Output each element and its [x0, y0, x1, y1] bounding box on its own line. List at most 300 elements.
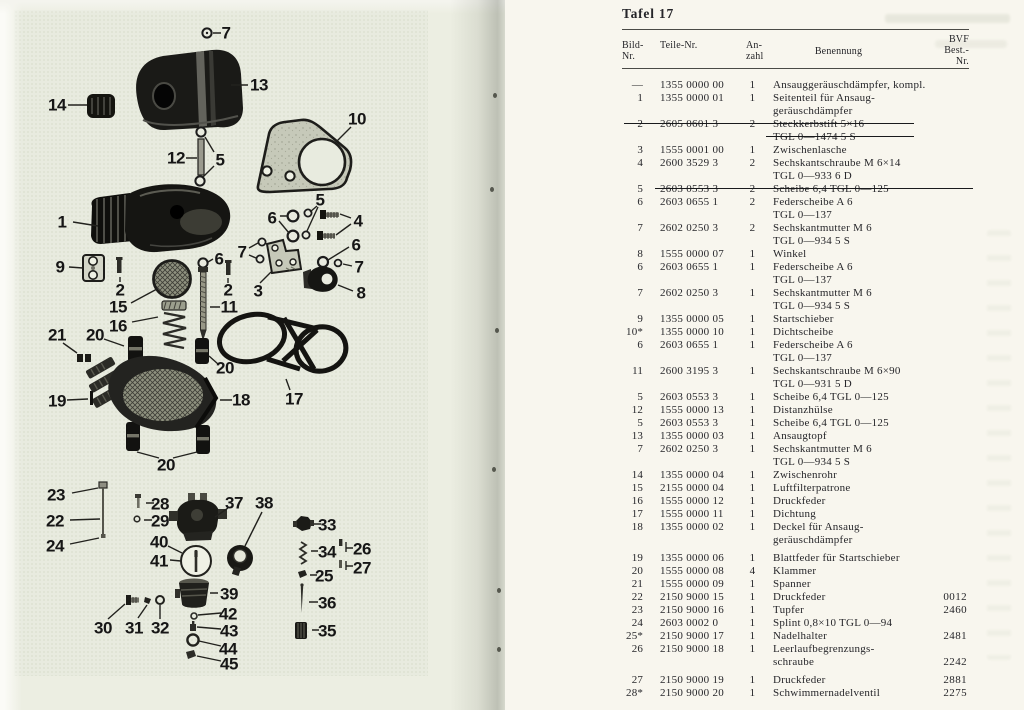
- bild-nr: 2: [637, 118, 643, 130]
- benennung-line: Druckfeder: [773, 495, 826, 507]
- teile-nr: 2602 0250 3: [660, 443, 719, 455]
- part-label: 29: [151, 511, 169, 531]
- benennung: [773, 417, 969, 430]
- cover-18: [85, 356, 216, 431]
- col-header-bvf: BVF Best.- Nr.: [944, 34, 969, 67]
- anzahl: 1: [749, 495, 756, 507]
- benennung-line: schraube: [773, 656, 815, 668]
- teile-nr: 1355 0000 03: [660, 430, 725, 442]
- page-title: Tafel 17: [622, 6, 675, 21]
- table-row: [622, 79, 969, 92]
- pin-27: [339, 560, 342, 568]
- benennung-line: Splint 0,8×10 TGL 0—94: [773, 617, 893, 629]
- strikethrough-line: [766, 136, 914, 137]
- bild-nr: 6: [637, 339, 643, 351]
- col-header-benennung: Benennung: [814, 46, 863, 57]
- bild-nr: 21: [631, 578, 643, 590]
- benennung-line: Klammer: [773, 565, 817, 577]
- benennung-line: geräuschdämpfer: [773, 534, 853, 546]
- benennung-line: Zwischenlasche: [773, 144, 847, 156]
- table-row: [622, 469, 969, 482]
- part-label: 45: [220, 654, 238, 674]
- teile-nr: 1555 0001 00: [660, 144, 725, 156]
- part-label: 9: [55, 257, 65, 277]
- part-label: 2: [115, 280, 125, 300]
- anzahl: 2: [749, 118, 756, 130]
- benennung-line: Leerlaufbegrenzungs-: [773, 643, 875, 655]
- teile-nr: 1355 0000 06: [660, 552, 725, 564]
- plate-3: [267, 240, 301, 273]
- benennung-line: Deckel für Ansaug-: [773, 521, 864, 533]
- right-page: [505, 0, 1024, 710]
- benennung-line: Scheibe 6,4 TGL 0—125: [773, 183, 889, 195]
- table-row: [622, 565, 969, 578]
- table-row: [622, 417, 969, 430]
- benennung-line: Spanner: [773, 578, 811, 590]
- part-label: 27: [353, 558, 371, 578]
- col-header-bild-nr: Bild- Nr.: [622, 40, 644, 62]
- benennung-line: Sechskantschraube M 6×14: [773, 157, 901, 169]
- spring-16: [162, 301, 186, 348]
- anzahl: 1: [749, 687, 756, 699]
- table-row: [622, 674, 969, 687]
- bild-nr: 23: [631, 604, 643, 616]
- teile-nr: 2603 0553 3: [660, 417, 719, 429]
- col-header-anzahl: An- zahl: [746, 40, 764, 62]
- bild-nr: 5: [637, 417, 643, 429]
- benennung: [773, 508, 969, 521]
- bleed-through-mark: [885, 14, 1010, 23]
- bild-nr: 8: [637, 248, 643, 260]
- pin-26: [339, 539, 342, 546]
- table-row: [622, 443, 969, 469]
- divider: [622, 29, 969, 30]
- washers-6-pair: [288, 211, 299, 242]
- teile-nr: 1555 0000 12: [660, 495, 725, 507]
- bvf-number: 2275: [943, 687, 967, 699]
- pin-2-right: [225, 260, 232, 275]
- bild-nr: 1: [637, 92, 643, 104]
- benennung: [773, 630, 969, 643]
- table-row: [622, 508, 969, 521]
- bild-nr: 20: [631, 565, 643, 577]
- teile-nr: 1555 0000 08: [660, 565, 725, 577]
- teile-nr: 1355 0000 10: [660, 326, 725, 338]
- table-row: [622, 687, 969, 700]
- sleeve-14: [87, 94, 115, 118]
- nut-45: [186, 650, 196, 659]
- part-label: 18: [232, 390, 250, 410]
- wedge-31: [144, 597, 151, 604]
- spring-34: [300, 542, 306, 564]
- benennung: [773, 157, 969, 183]
- part-label: 15: [109, 297, 127, 317]
- pin-2-left: [116, 257, 123, 273]
- teile-nr: 1555 0000 09: [660, 578, 725, 590]
- part-label: 36: [318, 593, 336, 613]
- strikethrough-line: [624, 123, 914, 124]
- benennung: [773, 183, 969, 196]
- binding-speck: [495, 328, 499, 333]
- table-row: [622, 313, 969, 326]
- washer-42: [191, 613, 197, 619]
- benennung: [773, 92, 969, 118]
- washer-7-top: [202, 28, 211, 37]
- bild-nr: 13: [631, 430, 643, 442]
- anzahl: 2: [749, 157, 756, 169]
- teile-nr: 1355 0000 04: [660, 469, 725, 481]
- teile-nr: 2603 0553 3: [660, 391, 719, 403]
- benennung: [773, 604, 969, 617]
- benennung-line: TGL 0—934 5 S: [773, 456, 851, 468]
- teile-nr: 2150 9000 18: [660, 643, 725, 655]
- bild-nr: 19: [631, 552, 643, 564]
- bvf-number: 2481: [943, 630, 967, 642]
- anzahl: 1: [749, 92, 756, 104]
- anzahl: 1: [749, 79, 756, 91]
- benennung: [773, 118, 969, 144]
- seal-17: [214, 308, 350, 376]
- table-row: [622, 183, 969, 196]
- teile-nr: 2150 9000 20: [660, 687, 725, 699]
- benennung: [773, 365, 969, 391]
- bracket-8: [303, 266, 338, 291]
- benennung-line: TGL 0—137: [773, 352, 832, 364]
- screw-30: [126, 595, 139, 605]
- table-row: [622, 591, 969, 604]
- bild-nr: 27: [631, 674, 643, 686]
- part-label: 20: [157, 455, 175, 475]
- bild-nr: 12: [631, 404, 643, 416]
- left-page: [0, 0, 505, 710]
- table-row: [622, 643, 969, 669]
- part-label: 22: [46, 511, 64, 531]
- screws-4: [317, 210, 339, 240]
- part-label: 6: [214, 249, 224, 269]
- teile-nr: 2150 9000 19: [660, 674, 725, 686]
- anzahl: 1: [749, 404, 756, 416]
- part-label: 42: [219, 604, 237, 624]
- part-label: 7: [354, 257, 364, 277]
- table-row: [622, 630, 969, 643]
- anzahl: 1: [749, 521, 756, 533]
- part-label: 4: [353, 211, 363, 231]
- bild-nr: 15: [631, 482, 643, 494]
- benennung: [773, 617, 969, 630]
- part-label: 20: [86, 325, 104, 345]
- bild-nr: 4: [637, 157, 643, 169]
- teile-nr: 2603 0002 0: [660, 617, 719, 629]
- anzahl: 2: [749, 196, 756, 208]
- benennung-line: TGL 0—137: [773, 209, 832, 221]
- table-row: [622, 604, 969, 617]
- teile-nr: 1555 0000 07: [660, 248, 725, 260]
- anzahl: 1: [749, 313, 756, 325]
- table-row: [622, 339, 969, 365]
- bild-nr: 3: [637, 144, 643, 156]
- benennung-line: Federscheibe A 6: [773, 339, 853, 351]
- part-label: 16: [109, 316, 127, 336]
- anzahl: 1: [749, 287, 756, 299]
- benennung-line: Sechskantmutter M 6: [773, 443, 872, 455]
- anzahl: 2: [749, 222, 756, 234]
- pin-19: [90, 391, 93, 405]
- anzahl: 1: [749, 591, 756, 603]
- anzahl: 1: [749, 578, 756, 590]
- bild-nr: 7: [637, 222, 643, 234]
- teile-nr: 2600 3195 3: [660, 365, 719, 377]
- part-label: 7: [221, 23, 231, 43]
- benennung: [773, 643, 969, 669]
- benennung-line: Sechskantmutter M 6: [773, 222, 872, 234]
- part-label: 5: [315, 190, 325, 210]
- bild-nr: 5: [637, 391, 643, 403]
- anzahl: 1: [749, 674, 756, 686]
- benennung-line: TGL 0—934 5 S: [773, 300, 851, 312]
- benennung: [773, 222, 969, 248]
- benennung: [773, 469, 969, 482]
- anzahl: 1: [749, 604, 756, 616]
- washer-29: [134, 516, 140, 522]
- benennung-line: Ansaugtopf: [773, 430, 827, 442]
- teile-nr: 2150 9000 17: [660, 630, 725, 642]
- bild-nr: 17: [631, 508, 643, 520]
- part-label: 39: [220, 584, 238, 604]
- benennung-line: TGL 0—931 5 D: [773, 378, 852, 390]
- strikethrough-line: [655, 188, 973, 189]
- part-label: 44: [219, 639, 237, 659]
- part-label: 38: [255, 493, 273, 513]
- part-label: 32: [151, 618, 169, 638]
- benennung-line: Schwimmernadelventil: [773, 687, 881, 699]
- part-label: 40: [150, 532, 168, 552]
- benennung-line: TGL 0—933 6 D: [773, 170, 852, 182]
- benennung: [773, 313, 969, 326]
- teile-nr: 1355 0000 00: [660, 79, 725, 91]
- benennung: [773, 552, 969, 565]
- part-label: 14: [48, 95, 66, 115]
- part-label: 3: [253, 281, 263, 301]
- rod-22-23-24: [99, 482, 107, 538]
- benennung-line: Seitenteil für Ansaug-: [773, 92, 876, 104]
- teile-nr: 1355 0000 05: [660, 313, 725, 325]
- teile-nr: 2150 9000 16: [660, 604, 725, 616]
- binding-speck: [497, 588, 501, 593]
- benennung: [773, 482, 969, 495]
- part-label: 25: [315, 566, 333, 586]
- anzahl: 4: [749, 565, 756, 577]
- table-row: [622, 404, 969, 417]
- benennung: [773, 339, 969, 365]
- bvf-number: 0012: [943, 591, 967, 603]
- part-25: [298, 570, 307, 578]
- benennung-line: Nadelhalter: [773, 630, 828, 642]
- table-row: [622, 617, 969, 630]
- part-label: 5: [215, 150, 225, 170]
- teile-nr: 2603 0655 1: [660, 196, 719, 208]
- benennung-line: TGL 0—1474 5 S: [773, 131, 856, 143]
- binding-speck: [493, 93, 497, 98]
- teile-nr: 2603 0553 3: [660, 183, 719, 195]
- benennung: [773, 391, 969, 404]
- anzahl: 1: [749, 482, 756, 494]
- table-row: [622, 196, 969, 222]
- table-row: [622, 157, 969, 183]
- table-row: [622, 521, 969, 547]
- benennung-line: Scheibe 6,4 TGL 0—125: [773, 391, 889, 403]
- benennung: [773, 521, 969, 547]
- needle-36: [300, 583, 303, 613]
- spanner-21: [77, 354, 91, 362]
- benennung-line: Ansauggeräuschdämpfer, kompl.: [773, 79, 926, 91]
- benennung-line: Tupfer: [773, 604, 805, 616]
- valve-43: [190, 621, 196, 631]
- table-row: [622, 495, 969, 508]
- carb-body-37: [169, 493, 227, 541]
- bvf-number: 2242: [943, 656, 967, 668]
- benennung: [773, 196, 969, 222]
- part-label: 26: [353, 539, 371, 559]
- teile-nr: 2155 0000 04: [660, 482, 725, 494]
- benennung-line: Winkel: [773, 248, 807, 260]
- bleed-through-mark: [987, 230, 1011, 660]
- nut-33: [293, 516, 314, 531]
- table-row: [622, 430, 969, 443]
- bild-nr: 28*: [626, 687, 643, 699]
- benennung: [773, 687, 969, 700]
- benennung-line: Druckfeder: [773, 591, 826, 603]
- bild-nr: 24: [631, 617, 643, 629]
- teile-nr: 1555 0000 11: [660, 508, 724, 520]
- part-label: 24: [46, 536, 64, 556]
- part-label: 11: [220, 297, 238, 317]
- bild-nr: 18: [631, 521, 643, 533]
- anzahl: 1: [749, 261, 756, 273]
- anzahl: 1: [749, 365, 756, 377]
- part-label: 31: [125, 618, 143, 638]
- bild-nr: 11: [632, 365, 643, 377]
- part-label: 34: [318, 542, 336, 562]
- anzahl: 1: [749, 417, 756, 429]
- part-label: 6: [267, 208, 277, 228]
- table-row: [622, 365, 969, 391]
- anzahl: 1: [749, 430, 756, 442]
- table-row: [622, 287, 969, 313]
- part-label: 10: [348, 109, 366, 129]
- benennung-line: Distanzhülse: [773, 404, 833, 416]
- table-row: [622, 482, 969, 495]
- teile-nr: 2602 0250 3: [660, 222, 719, 234]
- benennung-line: Federscheibe A 6: [773, 261, 853, 273]
- binding-speck: [492, 467, 496, 472]
- teile-nr: 2603 0655 1: [660, 261, 719, 273]
- benennung-line: Luftfilterpatrone: [773, 482, 851, 494]
- teile-nr: 1555 0000 13: [660, 404, 725, 416]
- anzahl: 1: [749, 643, 756, 655]
- bild-nr: 22: [631, 591, 643, 603]
- washers-7-pair: [256, 238, 265, 262]
- part-label: 19: [48, 391, 66, 411]
- bowl-39: [175, 579, 209, 608]
- part-label: 20: [216, 358, 234, 378]
- benennung: [773, 261, 969, 287]
- benennung-line: Steckkerbstift 5×16: [773, 118, 865, 130]
- benennung-line: Startschieber: [773, 313, 834, 325]
- flange-9: [83, 255, 104, 281]
- benennung: [773, 495, 969, 508]
- bild-nr: 9: [637, 313, 643, 325]
- teile-nr: 1355 0000 02: [660, 521, 725, 533]
- teile-nr: 2600 3529 3: [660, 157, 719, 169]
- table-row: [622, 222, 969, 248]
- gasket-10: [258, 120, 351, 192]
- part-label: 30: [94, 618, 112, 638]
- benennung: [773, 565, 969, 578]
- bvf-number: 2460: [943, 604, 967, 616]
- part-label: 7: [237, 242, 247, 262]
- benennung-line: Zwischenrohr: [773, 469, 838, 481]
- part-label: 43: [220, 621, 238, 641]
- teile-nr: 2150 9000 15: [660, 591, 725, 603]
- float-38: [227, 545, 253, 576]
- anzahl: 1: [749, 617, 756, 629]
- teile-nr: 2603 0655 1: [660, 339, 719, 351]
- bild-nr: 5: [637, 183, 643, 195]
- part-label: 23: [47, 485, 65, 505]
- benennung-line: geräuschdämpfer: [773, 105, 853, 117]
- part-label: 37: [225, 493, 243, 513]
- benennung: [773, 591, 969, 604]
- carburetor-body-1: [91, 184, 230, 252]
- anzahl: 1: [749, 326, 756, 338]
- anzahl: 1: [749, 469, 756, 481]
- benennung-line: Federscheibe A 6: [773, 196, 853, 208]
- anzahl: 1: [749, 443, 756, 455]
- bild-nr: 7: [637, 287, 643, 299]
- table-row: [622, 326, 969, 339]
- bild-nr: 10*: [626, 326, 643, 338]
- air-filter-housing-13: [136, 50, 243, 130]
- table-row: [622, 552, 969, 565]
- bild-nr: 6: [637, 261, 643, 273]
- part-label: 21: [48, 325, 66, 345]
- ring-44: [187, 634, 198, 645]
- part-label: 17: [285, 389, 303, 409]
- table-row: [622, 118, 969, 144]
- benennung: [773, 79, 969, 92]
- needle-detail-40-41: [181, 546, 211, 576]
- part-label: 13: [250, 75, 268, 95]
- table-row: [622, 391, 969, 404]
- table-row: [622, 248, 969, 261]
- benennung: [773, 430, 969, 443]
- teile-nr: 2605 0601 3: [660, 118, 719, 130]
- benennung: [773, 404, 969, 417]
- anzahl: 2: [749, 183, 756, 195]
- screw-11: [198, 258, 208, 341]
- bild-nr: 14: [631, 469, 643, 481]
- anzahl: 1: [749, 144, 756, 156]
- binding-speck: [490, 187, 494, 192]
- washer-7-single: [335, 260, 342, 267]
- benennung-line: Druckfeder: [773, 674, 826, 686]
- part-label: 1: [57, 212, 67, 232]
- anzahl: 1: [749, 630, 756, 642]
- benennung-line: TGL 0—934 5 S: [773, 235, 851, 247]
- part-label: 12: [167, 148, 185, 168]
- bvf-number: 2881: [943, 674, 967, 686]
- part-label: 28: [151, 494, 169, 514]
